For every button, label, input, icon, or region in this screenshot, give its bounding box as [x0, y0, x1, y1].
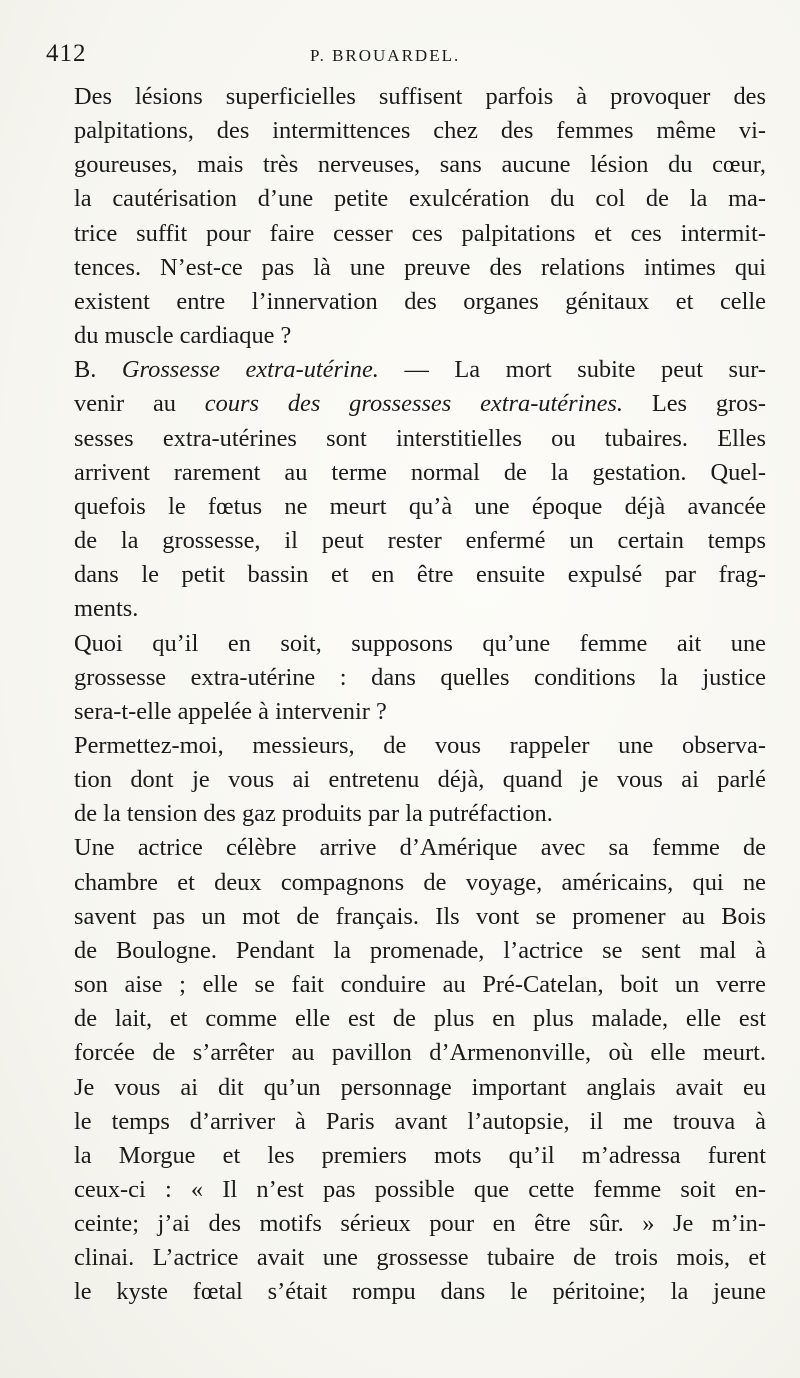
- text-line: tion dont je vous ai entretenu déjà, quand je vous ai parlé: [74, 766, 766, 794]
- text-line: palpitations, des intermittences chez des femmes même vi-: [74, 117, 766, 145]
- text-line: Je vous ai dit qu’un personnage important anglais avait eu: [74, 1073, 766, 1101]
- text-line: de lait, et comme elle est de plus en plus malade, elle est: [74, 1005, 766, 1033]
- text-line: [48, 387, 766, 421]
- text-line: de la tension des gaz produits par la putréfaction.: [74, 800, 553, 828]
- text-line: existent entre l’innervation des organes génitaux et celle: [74, 287, 766, 315]
- text-line: tences. N’est-ce pas là une preuve des relations intimes qui: [74, 253, 766, 281]
- text-line: ceinte; j’ai des motifs sérieux pour en être sûr. » Je m’in-: [74, 1210, 766, 1238]
- text-line: chambre et deux compagnons de voyage, américains, qui ne: [74, 868, 766, 896]
- text-span: Les gros-: [623, 390, 766, 418]
- text-line: Des lésions superficielles suffisent parfois à provoquer des: [74, 83, 766, 110]
- section-heading-line: [48, 353, 766, 387]
- text-line: forcée de s’arrêter au pavillon d’Armenonville, où elle meurt.: [74, 1039, 766, 1067]
- paragraph-quoi-qu-il: [48, 627, 766, 729]
- text-line: le temps d’arriver à Paris avant l’autopsie, il me trouva à: [74, 1107, 766, 1135]
- text-line: le kyste fœtal s’était rompu dans le péritoine; la jeune: [74, 1278, 766, 1306]
- page-number: 412: [46, 40, 87, 67]
- text-line: arrivent rarement au terme normal de la gestation. Quel-: [74, 458, 766, 486]
- text-span: venir au: [74, 390, 205, 418]
- text-line: du muscle cardiaque ?: [74, 322, 292, 350]
- text-line: de Boulogne. Pendant la promenade, l’actrice se sent mal à: [74, 936, 766, 964]
- page-header: [46, 40, 766, 70]
- text-line: sera-t-elle appelée à intervenir ?: [74, 697, 387, 725]
- text-line: son aise ; elle se fait conduire au Pré-Catelan, boit un verre: [74, 971, 766, 999]
- text-line: ceux-ci : « Il n’est pas possible que cette femme soit en-: [74, 1176, 766, 1203]
- paragraph-grossesse-extra-uterine: [48, 353, 766, 626]
- text-line: sesses extra-utérines sont interstitielles ou tubaires. Elles: [74, 424, 766, 452]
- section-title: Grossesse extra-utérine.: [121, 356, 379, 384]
- text-line: Quoi qu’il en soit, supposons qu’une femme ait une: [74, 629, 766, 657]
- text-line: Une actrice célèbre arrive d’Amérique avec sa femme de: [74, 834, 766, 862]
- section-label: B.: [74, 356, 97, 384]
- paragraph-permettez-moi: [48, 729, 766, 831]
- text-line: dans le petit bassin et en être ensuite expulsé par frag-: [74, 561, 766, 589]
- text-line: Permettez-moi, messieurs, de vous rappeler une observa-: [74, 731, 766, 759]
- italic-phrase: cours des grossesses extra-utérines.: [204, 390, 623, 418]
- text-line: de la grossesse, il peut rester enfermé un certain temps: [74, 527, 766, 555]
- text-span: La mort subite peut sur-: [454, 356, 766, 384]
- text-line: la cautérisation d’une petite exulcération du col de la ma-: [74, 185, 766, 213]
- text-line: clinai. L’actrice avait une grossesse tubaire de trois mois, et: [74, 1244, 766, 1272]
- text-line: trice suffit pour faire cesser ces palpitations et ces intermit-: [74, 219, 766, 247]
- text-line: ments.: [74, 595, 139, 623]
- text-line: goureuses, mais très nerveuses, sans aucune lésion du cœur,: [74, 151, 766, 179]
- running-head: P. BROUARDEL.: [310, 46, 461, 65]
- body-text: [48, 80, 766, 1310]
- em-dash: —: [378, 356, 455, 384]
- text-line: quefois le fœtus ne meurt qu’à une époque déjà avancée: [74, 492, 766, 520]
- text-line: savent pas un mot de français. Ils vont se promener au Bois: [74, 902, 766, 930]
- paragraph-une-actrice: [48, 831, 766, 1309]
- text-line: grossesse extra-utérine : dans quelles conditions la justice: [74, 663, 766, 691]
- paragraph-palpitations: [48, 80, 766, 353]
- text-line: la Morgue et les premiers mots qu’il m’adressa furent: [74, 1141, 766, 1169]
